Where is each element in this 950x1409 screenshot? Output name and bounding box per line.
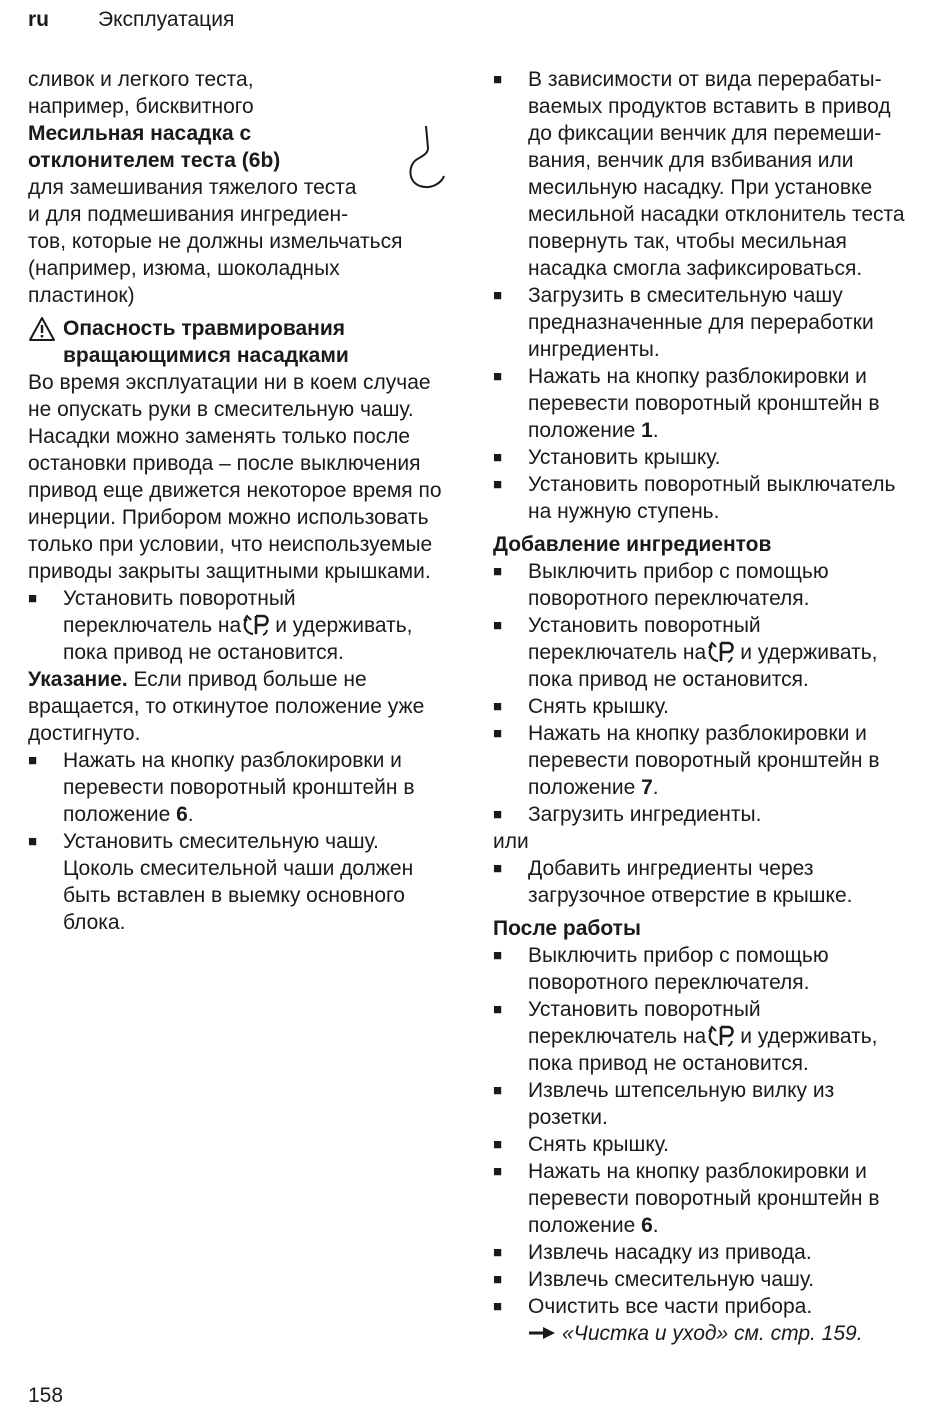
list-item: [493, 66, 933, 282]
item-text: .: [652, 776, 659, 799]
square-bullet-icon: ■: [493, 1271, 503, 1288]
item-text: .: [652, 1214, 659, 1237]
item-line: Очистить все части прибора.: [528, 1295, 813, 1318]
item-text: положение: [528, 776, 636, 799]
item-text: переключатель на: [63, 614, 242, 637]
warning-title: Опасность травмирования: [63, 317, 346, 340]
square-bullet-icon: ■: [493, 860, 503, 877]
note-label: Указание.: [28, 668, 128, 691]
item-text: .: [652, 419, 659, 442]
note-line: вращается, то откинутое положение уже: [28, 695, 425, 718]
list-item: [28, 585, 468, 666]
list-item: [28, 747, 468, 828]
item-line: Установить смесительную чашу.: [63, 830, 379, 853]
hook-title: отклонителем теста (6b): [28, 149, 281, 172]
hook-title: Месильная насадка с: [28, 122, 252, 145]
note-line: достигнуто.: [28, 722, 141, 745]
item-line: [63, 612, 468, 639]
item-line: Извлечь насадку из привода.: [528, 1241, 812, 1264]
pulse-switch-symbol-icon: [243, 613, 273, 637]
square-bullet-icon: ■: [493, 1163, 503, 1180]
list-item: [493, 282, 933, 363]
item-line: быть вставлен в выемку основного: [63, 884, 405, 907]
square-bullet-icon: ■: [493, 698, 503, 715]
item-line: [528, 639, 933, 666]
item-line: месильной насадки отклонитель теста: [528, 203, 905, 226]
item-line: ингредиенты.: [528, 338, 660, 361]
item-line: В зависимости от вида перерабаты-: [528, 68, 882, 91]
or-text: или: [493, 830, 529, 853]
item-line: на нужную ступень.: [528, 500, 720, 523]
item-line: ваемых продуктов вставить в привод: [528, 95, 891, 118]
item-line: Установить поворотный выключатель: [528, 473, 896, 496]
item-line: Добавить ингредиенты через: [528, 857, 814, 880]
list-item: [493, 1131, 933, 1158]
square-bullet-icon: ■: [493, 1136, 503, 1153]
item-line: повернуть так, чтобы месильная: [528, 230, 847, 253]
item-line: [528, 774, 933, 801]
list-item: [493, 693, 933, 720]
warning-heading: [28, 315, 468, 369]
item-line: перевести поворотный кронштейн в: [528, 392, 880, 415]
list-item: [493, 720, 933, 801]
square-bullet-icon: ■: [28, 590, 38, 607]
warning-triangle-icon: [28, 316, 56, 342]
item-line: [528, 1212, 933, 1239]
item-text: и удерживать,: [275, 614, 413, 637]
item-line: поворотного переключателя.: [528, 971, 810, 994]
left-column: [28, 66, 468, 936]
warning-text-line: привод еще движется некоторое время по: [28, 479, 442, 502]
list-item: [493, 444, 933, 471]
list-item: [493, 1266, 933, 1293]
position-number: 6: [641, 1214, 653, 1237]
square-bullet-icon: ■: [493, 449, 503, 466]
section-title: Эксплуатация: [98, 8, 235, 31]
list-item: [28, 828, 468, 936]
item-line: Загрузить ингредиенты.: [528, 803, 762, 826]
list-item: [493, 558, 933, 612]
item-line: Выключить прибор с помощью: [528, 560, 829, 583]
item-line: вания, венчик для взбивания или: [528, 149, 854, 172]
list-item: [493, 996, 933, 1077]
intro-line: например, бисквитного: [28, 95, 254, 118]
list-item: [493, 471, 933, 525]
cross-reference-text: «Чистка и уход» см. стр. 159.: [562, 1322, 863, 1345]
page-number: 158: [28, 1384, 64, 1407]
list-item: [493, 855, 933, 909]
square-bullet-icon: ■: [493, 1244, 503, 1261]
item-line: Загрузить в смесительную чашу: [528, 284, 843, 307]
list-item: [493, 1293, 933, 1347]
item-line: насадка смогла зафиксироваться.: [528, 257, 863, 280]
list-item: [493, 1077, 933, 1131]
item-text: переключатель на: [528, 641, 707, 664]
item-line: предназначенные для переработки: [528, 311, 874, 334]
hook-desc-line: для замешивания тяжелого теста: [28, 176, 357, 199]
language-code: ru: [28, 8, 49, 31]
square-bullet-icon: ■: [493, 947, 503, 964]
item-text: .: [187, 803, 194, 826]
item-line: Нажать на кнопку разблокировки и: [528, 722, 867, 745]
item-line: пока привод не остановится.: [63, 641, 344, 664]
section-heading-add: Добавление ингредиентов: [493, 533, 772, 556]
item-text: и удерживать,: [740, 641, 878, 664]
warning-text-line: инерции. Прибором можно использовать: [28, 506, 429, 529]
hook-desc-line: пластинок): [28, 284, 135, 307]
square-bullet-icon: ■: [493, 1082, 503, 1099]
list-item: [493, 1158, 933, 1239]
item-text: положение: [528, 419, 636, 442]
section-heading-after: После работы: [493, 917, 641, 940]
list-item: [493, 942, 933, 996]
item-line: Цоколь смесительной чаши должен: [63, 857, 414, 880]
list-item: [493, 612, 933, 693]
item-line: Извлечь смесительную чашу.: [528, 1268, 815, 1291]
hook-desc-line: и для подмешивания ингредиен-: [28, 203, 349, 226]
item-line: Снять крышку.: [528, 1133, 669, 1156]
item-line: [528, 1023, 933, 1050]
item-line: Установить поворотный: [528, 998, 761, 1021]
hook-desc-line: (например, изюма, шоколадных: [28, 257, 340, 280]
intro-line: сливок и легкого теста,: [28, 68, 254, 91]
list-item: [493, 363, 933, 444]
list-item: [493, 801, 933, 828]
item-line: [528, 417, 933, 444]
warning-text-line: не опускать руки в смесительную чашу.: [28, 398, 414, 421]
item-line: перевести поворотный кронштейн в: [63, 776, 415, 799]
cross-reference[interactable]: [528, 1320, 933, 1347]
list-item: [493, 1239, 933, 1266]
warning-text-line: Во время эксплуатации ни в коем случае: [28, 371, 431, 394]
square-bullet-icon: ■: [493, 287, 503, 304]
square-bullet-icon: ■: [493, 1001, 503, 1018]
item-line: Установить поворотный: [63, 587, 296, 610]
warning-title: вращающимися насадками: [63, 344, 349, 367]
square-bullet-icon: ■: [493, 476, 503, 493]
item-text: положение: [528, 1214, 636, 1237]
arrow-right-icon: [528, 1326, 556, 1340]
position-number: 1: [641, 419, 653, 442]
pulse-switch-symbol-icon: [708, 640, 738, 664]
item-line: Извлечь штепсельную вилку из: [528, 1079, 835, 1102]
right-column: [493, 66, 933, 1347]
item-line: пока привод не остановится.: [528, 668, 809, 691]
item-line: блока.: [63, 911, 126, 934]
warning-text-line: только при условии, что неиспользуемые: [28, 533, 433, 556]
item-line: Нажать на кнопку разблокировки и: [528, 1160, 867, 1183]
item-line: Нажать на кнопку разблокировки и: [528, 365, 867, 388]
position-number: 6: [176, 803, 188, 826]
square-bullet-icon: ■: [493, 563, 503, 580]
square-bullet-icon: ■: [493, 725, 503, 742]
square-bullet-icon: ■: [493, 806, 503, 823]
item-line: розетки.: [528, 1106, 608, 1129]
item-text: переключатель на: [528, 1025, 707, 1048]
item-text: положение: [63, 803, 171, 826]
item-line: перевести поворотный кронштейн в: [528, 749, 880, 772]
square-bullet-icon: ■: [493, 617, 503, 634]
warning-text-line: Насадки можно заменять только после: [28, 425, 411, 448]
item-line: перевести поворотный кронштейн в: [528, 1187, 880, 1210]
square-bullet-icon: ■: [493, 368, 503, 385]
square-bullet-icon: ■: [28, 833, 38, 850]
item-text: и удерживать,: [740, 1025, 878, 1048]
item-line: пока привод не остановится.: [528, 1052, 809, 1075]
item-line: месильную насадку. При установке: [528, 176, 873, 199]
item-line: до фиксации венчик для перемеши-: [528, 122, 882, 145]
square-bullet-icon: ■: [493, 71, 503, 88]
hook-desc-line: тов, которые не должны измельчаться: [28, 230, 403, 253]
item-line: Установить крышку.: [528, 446, 721, 469]
warning-text-line: приводы закрыты защитными крышками.: [28, 560, 431, 583]
note-text: Если привод больше не: [127, 668, 367, 691]
item-line: Установить поворотный: [528, 614, 761, 637]
item-line: Нажать на кнопку разблокировки и: [63, 749, 402, 772]
square-bullet-icon: ■: [28, 752, 38, 769]
item-line: Выключить прибор с помощью: [528, 944, 829, 967]
pulse-switch-symbol-icon: [708, 1024, 738, 1048]
item-line: поворотного переключателя.: [528, 587, 810, 610]
note-line: [28, 666, 468, 693]
square-bullet-icon: ■: [493, 1298, 503, 1315]
item-line: [63, 801, 468, 828]
item-line: Снять крышку.: [528, 695, 669, 718]
position-number: 7: [641, 776, 653, 799]
item-line: загрузочное отверстие в крышке.: [528, 884, 853, 907]
warning-text-line: остановки привода – после выключения: [28, 452, 421, 475]
